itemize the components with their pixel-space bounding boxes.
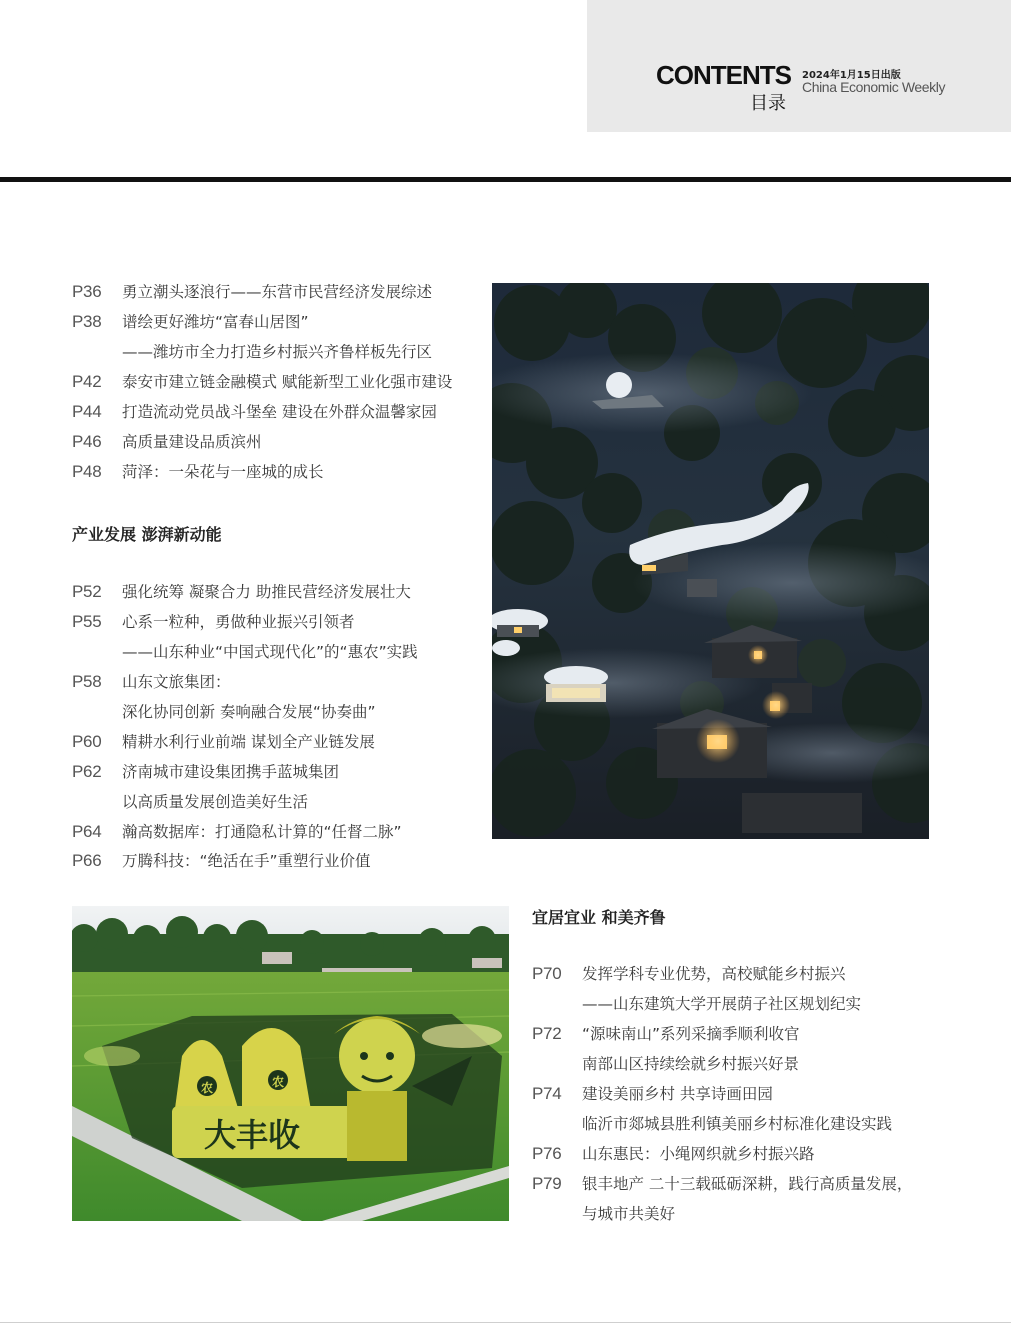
toc-title: 发挥学科专业优势，高校赋能乡村振兴 [582,965,846,983]
footer-divider [0,1322,1011,1323]
toc-title: 强化统筹 凝聚合力 助推民营经济发展壮大 [122,583,411,601]
publication-name: China Economic Weekly [802,79,946,95]
toc-title: 山东文旅集团： [122,673,231,691]
toc-page-number: P52 [72,582,102,601]
toc-title: 山东惠民：小绳网织就乡村振兴路 [582,1145,815,1163]
contents-title: CONTENTS [656,60,791,90]
toc-title: 瀚高数据库：打通隐私计算的“任督二脉” [122,823,402,841]
toc-subtitle: 深化协同创新 奏响融合发展“协奏曲” [122,703,376,721]
header-divider [0,177,1011,182]
rice-field-slogan: 大丰收 [203,1116,301,1154]
toc-title: 打造流动党员战斗堡垒 建设在外群众温馨家园 [122,403,437,421]
toc-title: 银丰地产 二十三载砥砺深耕，践行高质量发展， [582,1175,913,1193]
toc-page-number: P55 [72,612,102,631]
rice-field-art-photo [72,906,509,1221]
toc-page-number: P44 [72,402,102,421]
toc-subtitle: ——潍坊市全力打造乡村振兴齐鲁样板先行区 [122,343,433,361]
toc-page-number: P72 [532,1024,562,1043]
toc-title: 精耕水利行业前端 谋划全产业链发展 [122,733,375,751]
toc-title: 菏泽：一朵花与一座城的成长 [122,463,324,481]
toc-page-number: P64 [72,822,102,841]
toc-page-number: P60 [72,732,102,751]
toc-title: 谱绘更好潍坊“富春山居图” [122,313,309,331]
toc-title: 济南城市建设集团携手蓝城集团 [122,763,340,781]
publication-date: 2024年1月15日出版 [802,70,901,81]
toc-title: “源味南山”系列采摘季顺利收官 [582,1025,800,1043]
toc-subtitle: 以高质量发展创造美好生活 [122,793,309,811]
toc-title: 勇立潮头逐浪行——东营市民营经济发展综述 [122,283,433,301]
toc-page-number: P36 [72,282,102,301]
contents-title-cn: 目录 [750,93,786,114]
toc-page-number: P79 [532,1174,562,1193]
toc-page-number: P70 [532,964,562,983]
section-heading: 宜居宜业 和美齐鲁 [532,908,666,927]
night-village-photo [492,283,929,839]
header-panel [587,0,1011,132]
toc-title: 心系一粒种，勇做种业振兴引领者 [122,613,355,631]
toc-page-number: P62 [72,762,102,781]
toc-page-number: P48 [72,462,102,481]
toc-page-number: P42 [72,372,102,391]
toc-page-number: P46 [72,432,102,451]
section-heading: 产业发展 澎湃新动能 [72,525,222,544]
toc-page-number: P38 [72,312,102,331]
toc-subtitle: ——山东种业“中国式现代化”的“惠农”实践 [122,643,418,661]
toc-title: 高质量建设品质滨州 [122,433,262,451]
toc-page-number: P74 [532,1084,562,1103]
rice-bag-label: 农 [271,1075,285,1089]
toc-subtitle: ——山东建筑大学开展荫子社区规划纪实 [582,995,862,1013]
toc-subtitle: 临沂市郯城县胜利镇美丽乡村标准化建设实践 [582,1115,893,1133]
toc-page-number: P66 [72,851,102,870]
rice-bag-label: 农 [200,1081,214,1095]
rice-field-illustration [72,906,509,1221]
toc-subtitle: 南部山区持续绘就乡村振兴好景 [582,1055,800,1073]
toc-page-number: P58 [72,672,102,691]
toc-subtitle: 与城市共美好 [582,1205,676,1223]
toc-title: 万腾科技：“绝活在手”重塑行业价值 [122,852,371,870]
toc-page-number: P76 [532,1144,562,1163]
toc-title: 泰安市建立链金融模式 赋能新型工业化强市建设 [122,373,453,391]
toc-title: 建设美丽乡村 共享诗画田园 [582,1085,773,1103]
night-village-illustration [492,283,929,839]
